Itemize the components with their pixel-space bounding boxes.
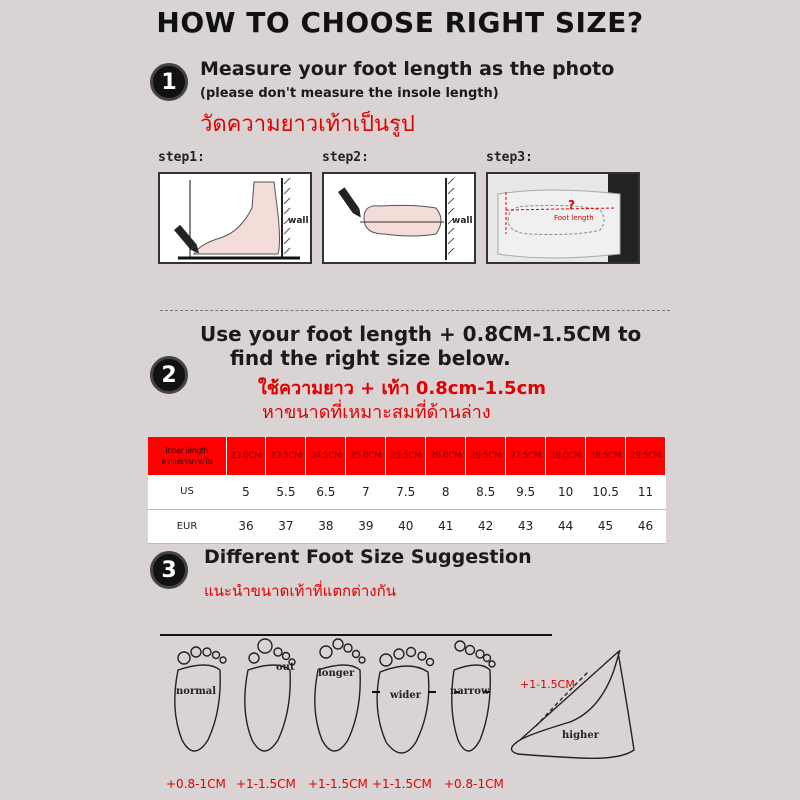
- step1-image: [158, 172, 312, 264]
- table-cell: 38: [306, 509, 346, 543]
- table-cell: 37: [266, 509, 306, 543]
- section2-heading-line2: find the right size below.: [230, 346, 511, 370]
- table-cell: 44: [546, 509, 586, 543]
- size-chart-table: [148, 437, 666, 544]
- table-header-cell: 25.0CM: [346, 437, 386, 475]
- row-label: EUR: [148, 509, 226, 543]
- table-cell: 39: [346, 509, 386, 543]
- inner-length-label-thai: ความยาวภายใน: [161, 457, 213, 466]
- table-header-cell: 25.5CM: [386, 437, 426, 475]
- table-cell: 9.5: [506, 475, 546, 509]
- table-header-cell: 29.5CM: [626, 437, 666, 475]
- inner-length-label: Inner length: [165, 446, 209, 455]
- table-header-cell: 27.5CM: [506, 437, 546, 475]
- table-cell: 10.5: [586, 475, 626, 509]
- table-cell: 7.5: [386, 475, 426, 509]
- step-number-3: 3: [150, 551, 188, 589]
- table-header-cell: 26.0CM: [426, 437, 466, 475]
- step3-caption: Foot length: [554, 214, 594, 222]
- side-foot-cm: +1-1.5CM: [520, 678, 575, 691]
- foot-cm-narrow: +0.8-1CM: [444, 777, 504, 791]
- table-cell: 7: [346, 475, 386, 509]
- table-cell: 42: [466, 509, 506, 543]
- table-header-cell: 28.5CM: [586, 437, 626, 475]
- foot-cm-wider: +1-1.5CM: [372, 777, 432, 791]
- step2-wall-label: wall: [452, 216, 473, 226]
- table-cell: 36: [226, 509, 266, 543]
- step-number-1: 1: [150, 63, 188, 101]
- step1-wall-label: wall: [288, 216, 309, 226]
- table-cell: 43: [506, 509, 546, 543]
- table-cell: 41: [426, 509, 466, 543]
- foot-cm-longer: +1-1.5CM: [308, 777, 368, 791]
- foot-label-narrow: narrow: [450, 686, 490, 697]
- table-header-row: [148, 437, 666, 475]
- section1-subheading: (please don't measure the insole length): [200, 86, 499, 101]
- table-cell: 8: [426, 475, 466, 509]
- table-cell: 45: [586, 509, 626, 543]
- section1-heading: Measure your foot length as the photo: [200, 58, 615, 80]
- table-header-cell: 28.0CM: [546, 437, 586, 475]
- section2-thai-line1: ใช้ความยาว + เท้า 0.8cm-1.5cm: [258, 378, 546, 399]
- table-row-eur: [148, 509, 666, 543]
- step1-label: step1:: [158, 150, 205, 165]
- table-cell: 46: [626, 509, 666, 543]
- step3-question-mark: ?: [568, 198, 575, 212]
- page-title: HOW TO CHOOSE RIGHT SIZE?: [156, 6, 644, 39]
- table-header-cell: 24.5CM: [306, 437, 346, 475]
- step3-label: step3:: [486, 150, 533, 165]
- table-cell: 6.5: [306, 475, 346, 509]
- foot-label-normal: normal: [176, 686, 217, 697]
- step3-image: [486, 172, 640, 264]
- table-cell: 10: [546, 475, 586, 509]
- step-number-2: 2: [150, 356, 188, 394]
- table-cell: 5.5: [266, 475, 306, 509]
- section-divider: [160, 310, 670, 311]
- section3-heading: Different Foot Size Suggestion: [204, 546, 532, 568]
- foot-label-higher: higher: [562, 730, 599, 741]
- step2-image: [322, 172, 476, 264]
- table-cell: 8.5: [466, 475, 506, 509]
- table-header-cell: 23.0CM: [226, 437, 266, 475]
- table-cell: 11: [626, 475, 666, 509]
- section1-thai-text: วัดความยาวเท้าเป็นรูป: [200, 112, 415, 137]
- table-header-cell: 23.5CM: [266, 437, 306, 475]
- section2-heading-line1: Use your foot length + 0.8CM-1.5CM to: [200, 322, 642, 346]
- foot-label-out: out: [276, 662, 295, 673]
- foot-label-longer: longer: [318, 668, 355, 679]
- row-label: US: [148, 475, 226, 509]
- section2-thai-line2: หาขนาดที่เหมาะสมที่ด้านล่าง: [262, 402, 491, 423]
- foot-cm-out: +1-1.5CM: [236, 777, 296, 791]
- section3-thai-text: แนะนำขนาดเท้าที่แตกต่างกัน: [204, 582, 396, 600]
- table-header-label: [148, 437, 226, 475]
- table-cell: 40: [386, 509, 426, 543]
- step2-label: step2:: [322, 150, 369, 165]
- foot-label-wider: wider: [390, 690, 422, 701]
- table-cell: 5: [226, 475, 266, 509]
- foot-cm-normal: +0.8-1CM: [166, 777, 226, 791]
- table-header-cell: 26.5CM: [466, 437, 506, 475]
- table-row-us: [148, 475, 666, 509]
